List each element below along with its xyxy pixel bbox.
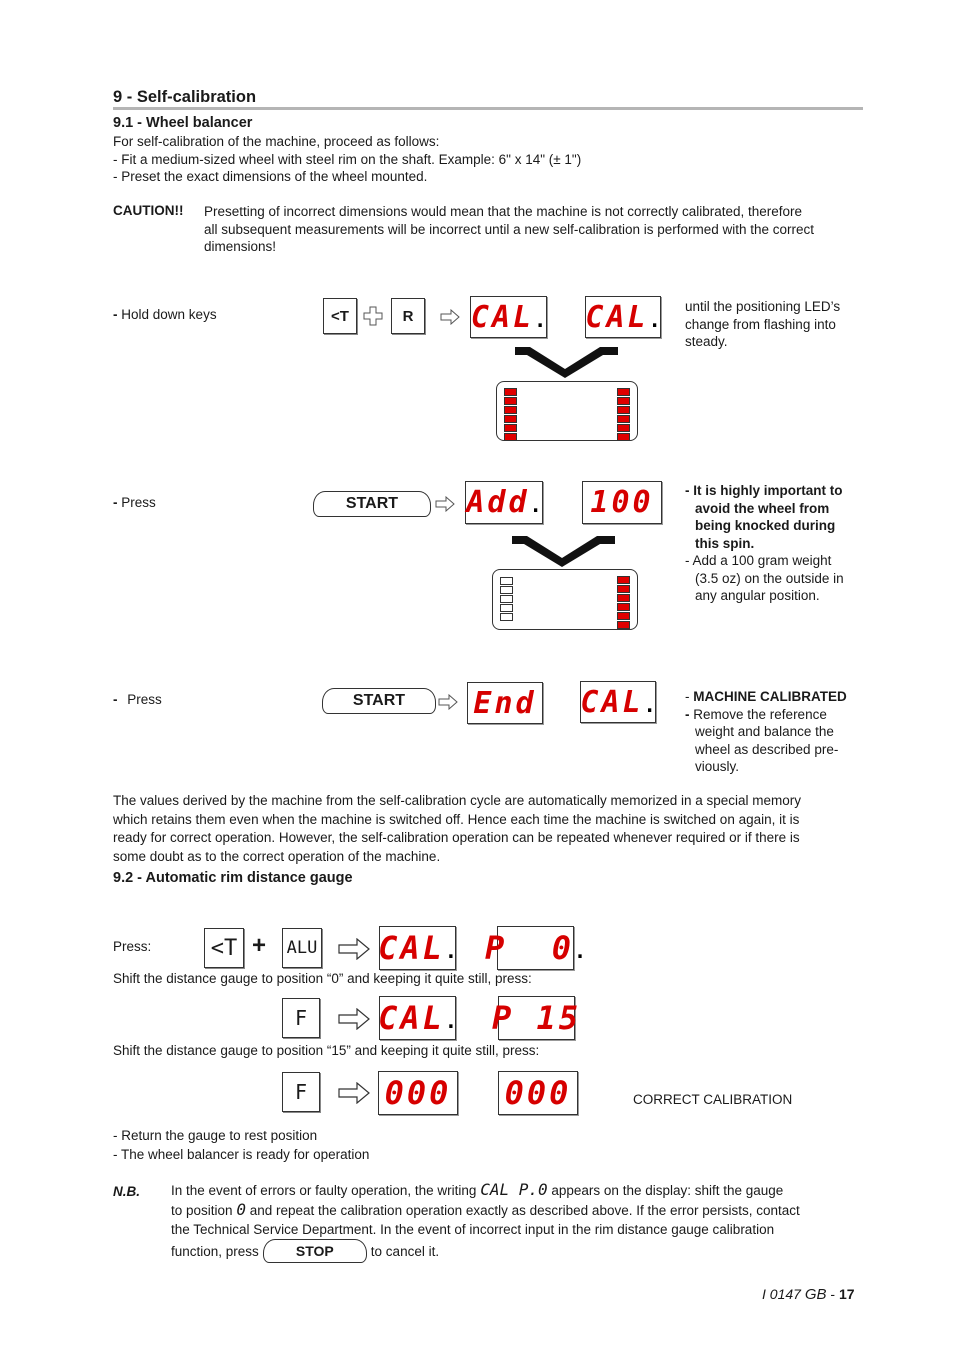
page-number: 17 — [838, 1286, 855, 1302]
note-line: until the positioning LED’s — [685, 299, 841, 314]
caution-label: CAUTION!! — [113, 203, 184, 218]
footer-separator: - — [830, 1286, 836, 1302]
intro-line: - Preset the exact dimensions of the wheel mounted. — [113, 169, 428, 184]
machine-calibrated-text: MACHINE CALIBRATED — [693, 689, 847, 704]
display-right: CAL . — [585, 296, 661, 338]
nb-code: 0 — [236, 1200, 246, 1219]
section-title: 9 - Self-calibration — [113, 88, 257, 106]
note-line: steady. — [685, 334, 728, 349]
intro-line: For self-calibration of the machine, proceed as follows: — [113, 134, 440, 149]
arrow-right-icon — [338, 938, 370, 960]
display-right: CAL . — [580, 681, 656, 723]
display-left — [467, 682, 543, 724]
note-line: change from flashing into — [685, 316, 836, 332]
key-r-button[interactable]: R — [391, 298, 425, 334]
step2-label — [113, 495, 156, 510]
document-code: I 0147 — [762, 1286, 801, 1302]
note-line: viously. — [695, 759, 740, 774]
caution-line: Presetting of incorrect dimensions would mean that the machine is not correctly calibrated, therefore — [204, 204, 803, 219]
display-left: Add . — [465, 481, 543, 524]
nb-text-part: to cancel it. — [370, 1243, 440, 1259]
page-footer — [762, 1286, 855, 1303]
display-text: CAL — [580, 684, 644, 720]
step2-dash: - — [113, 495, 118, 510]
step1-text: Hold down keys — [121, 307, 217, 322]
step2-note — [685, 482, 844, 605]
caution-line: all subsequent measurements will be incorrect until a new self-calibration is performed with the correct — [204, 221, 815, 237]
caution-line: dimensions! — [204, 239, 277, 254]
note-line: being knocked during — [695, 518, 836, 533]
display-left: CAL . — [379, 926, 456, 970]
summary-paragraph — [113, 792, 801, 866]
display-text: CAL — [585, 299, 649, 335]
summary-line: some doubt as to the correct operation of the machine. — [113, 848, 441, 864]
position-led-panel — [496, 381, 638, 441]
key-f-button[interactable]: F — [282, 998, 320, 1038]
display-right: P 0 . — [497, 926, 574, 970]
note-line: weight and balance the — [695, 724, 834, 739]
key-f-button[interactable]: F — [282, 1072, 320, 1112]
step3-note — [685, 688, 847, 776]
language-code: GB — [804, 1286, 827, 1303]
wheel-heading: 9.1 - Wheel balancer — [113, 115, 253, 131]
step3-text: Press — [127, 692, 162, 707]
press-label: Press: — [113, 939, 152, 954]
display-text: 000 — [384, 1074, 452, 1112]
nb-text-part: and repeat the calibration operation exactly as described above. If the error persists, contact — [249, 1203, 800, 1218]
note-line: any angular position. — [695, 588, 820, 603]
display-text: End — [473, 685, 537, 721]
display-text: CAL — [378, 999, 445, 1037]
shift-instruction: Shift the distance gauge to position “0” and keeping it quite still, press: — [113, 971, 532, 986]
note-line: this spin. — [695, 535, 755, 551]
section-divider — [113, 107, 863, 110]
nb-text — [171, 1180, 861, 1263]
intro-line: - Fit a medium-sized wheel with steel rim on the shaft. Example: 6" x 14" (± 1") — [113, 151, 582, 167]
led-column-left — [500, 577, 513, 621]
note-line: wheel as described pre- — [695, 741, 839, 757]
display-text: CAL — [378, 929, 445, 967]
summary-line: ready for correct operation. However, the self-calibration operation can be repeated whenever required or if there is — [113, 830, 800, 845]
nb-text-part: In the event of errors or faulty operation, the writing — [171, 1183, 477, 1198]
note-line: avoid the wheel from — [695, 500, 830, 516]
display-text: Add — [466, 485, 530, 520]
final-line: - Return the gauge to rest position — [113, 1128, 318, 1143]
summary-line: The values derived by the machine from the self-calibration cycle are automatically memorized in a special memory — [113, 793, 802, 808]
arrow-right-icon — [338, 1082, 370, 1104]
arrow-right-icon — [440, 309, 460, 325]
nb-text-part: appears on the display: shift the gauge — [551, 1183, 784, 1198]
display-left: CAL . — [470, 296, 547, 338]
led-column-right — [617, 388, 630, 441]
note-dash: - — [685, 706, 690, 722]
display-left: CAL . — [379, 996, 456, 1040]
note-line: (3.5 oz) on the outside in — [695, 570, 844, 586]
wheel-intro — [113, 133, 581, 186]
start-button[interactable]: START — [313, 491, 431, 517]
step3-dash: - — [113, 692, 118, 707]
step2-text: Press — [121, 495, 156, 510]
nb-code: CAL P.0 — [480, 1180, 548, 1199]
key-alu-button[interactable]: ALU — [282, 928, 322, 968]
nb-text-part: function, press — [171, 1243, 259, 1259]
summary-line: which retains them even when the machine is switched off. Hence each time the machine is switched on again, it is — [113, 811, 800, 827]
plus-icon — [363, 306, 383, 326]
display-text: CAL — [470, 299, 535, 335]
display-text: 000 — [504, 1074, 572, 1112]
gauge-heading: 9.2 - Automatic rim distance gauge — [113, 870, 353, 886]
led-column-left — [504, 388, 517, 441]
key-t-button[interactable]: <T — [323, 298, 357, 334]
position-led-panel — [492, 569, 638, 630]
step1-note — [685, 298, 840, 351]
display-text: 100 — [590, 485, 654, 520]
display-right — [498, 1071, 578, 1115]
step1-label — [113, 307, 217, 322]
note-dash: - — [685, 689, 690, 704]
correct-calibration-label: CORRECT CALIBRATION — [633, 1092, 793, 1107]
arrow-right-icon — [338, 1008, 370, 1030]
key-t-button[interactable]: <T — [204, 928, 244, 968]
display-text: P 15 — [491, 999, 582, 1037]
stop-button[interactable]: STOP — [263, 1239, 367, 1263]
nb-label: N.B. — [113, 1184, 140, 1199]
display-text: P 0 — [484, 929, 575, 967]
display-right — [582, 481, 662, 524]
note-line: Remove the reference — [693, 706, 827, 722]
note-line: - Add a 100 gram weight — [685, 553, 832, 568]
shift-instruction: Shift the distance gauge to position “15” and keeping it quite still, press: — [113, 1043, 540, 1058]
plus-sign: + — [252, 932, 267, 959]
nb-text-part: the Technical Service Department. In the event of incorrect input in the rim distance gauge calibration — [171, 1222, 775, 1237]
rotation-symbol-icon — [510, 343, 625, 383]
arrow-right-icon — [438, 694, 458, 710]
nb-text-part: to position — [171, 1203, 233, 1218]
final-line: - The wheel balancer is ready for operation — [113, 1147, 370, 1162]
caution-text — [204, 203, 814, 256]
display-left — [378, 1071, 458, 1115]
step3-label — [113, 692, 162, 707]
display-right — [491, 996, 582, 1040]
rotation-symbol-icon — [507, 532, 622, 572]
start-button[interactable]: START — [322, 688, 436, 714]
final-steps — [113, 1126, 369, 1164]
arrow-right-icon — [435, 496, 455, 512]
led-column-right — [617, 576, 630, 629]
note-line: - It is highly important to — [685, 483, 843, 498]
step1-dash: - — [113, 307, 118, 322]
